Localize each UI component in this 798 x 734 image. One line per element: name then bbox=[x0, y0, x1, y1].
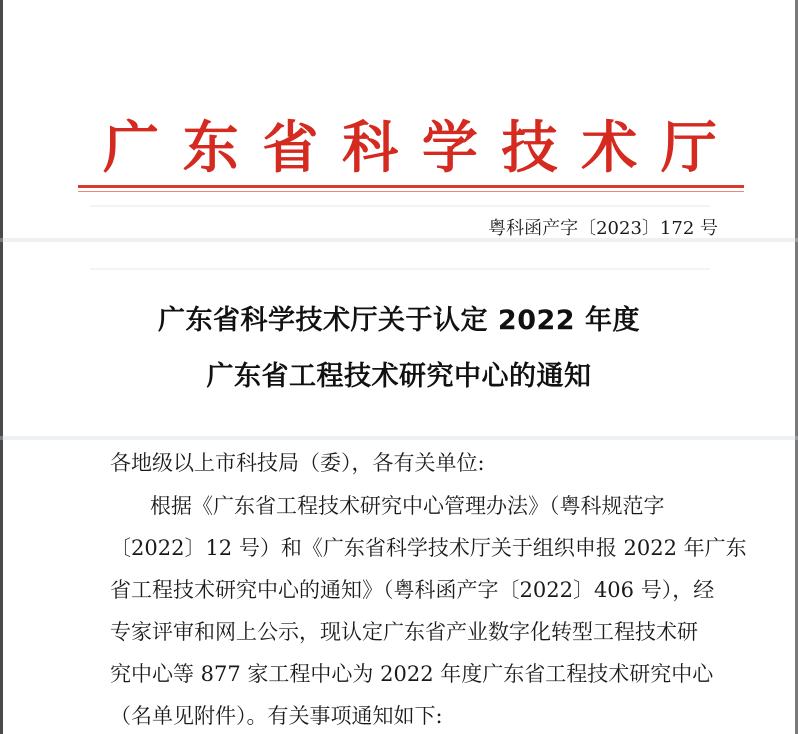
body-line: 省工程技术研究中心的通知》（粤科函产字〔2022〕406 号），经 bbox=[110, 578, 715, 602]
letterhead-char: 学 bbox=[421, 115, 478, 181]
letterhead-char: 省 bbox=[262, 115, 319, 181]
document-number: 粤科函产字〔2023〕172 号 bbox=[488, 218, 718, 239]
salutation: 各地级以上市科技局（委），各有关单位: bbox=[110, 451, 485, 475]
letterhead-char: 科 bbox=[342, 115, 399, 181]
body-line: 根据《广东省工程技术研究中心管理办法》（粤科规范字 bbox=[150, 494, 665, 518]
letterhead-char: 术 bbox=[581, 115, 638, 181]
document-title-line-1: 广东省科学技术厅关于认定 2022 年度 bbox=[158, 305, 640, 336]
scan-artifact bbox=[0, 436, 798, 440]
document-title-line-2: 广东省工程技术研究中心的通知 bbox=[206, 361, 592, 392]
body-line: （名单见附件）。有关事项通知如下: bbox=[110, 704, 443, 728]
letterhead-char: 技 bbox=[501, 115, 558, 181]
letterhead-divider-thin bbox=[78, 191, 744, 192]
body-line: 〔2022〕12 号）和《广东省科学技术厅关于组织申报 2022 年广东 bbox=[110, 536, 747, 560]
letterhead-char: 东 bbox=[182, 115, 239, 181]
letterhead-char: 厅 bbox=[660, 115, 717, 181]
letterhead-divider bbox=[78, 185, 744, 188]
body-line: 专家评审和网上公示，现认定广东省产业数字化转型工程技术研 bbox=[110, 620, 698, 644]
scan-artifact bbox=[90, 268, 710, 270]
body-line: 究中心等 877 家工程中心为 2022 年度广东省工程技术研究中心 bbox=[110, 662, 714, 686]
letterhead-char: 广 bbox=[103, 115, 159, 181]
scan-artifact bbox=[90, 205, 710, 207]
letterhead bbox=[100, 112, 720, 184]
